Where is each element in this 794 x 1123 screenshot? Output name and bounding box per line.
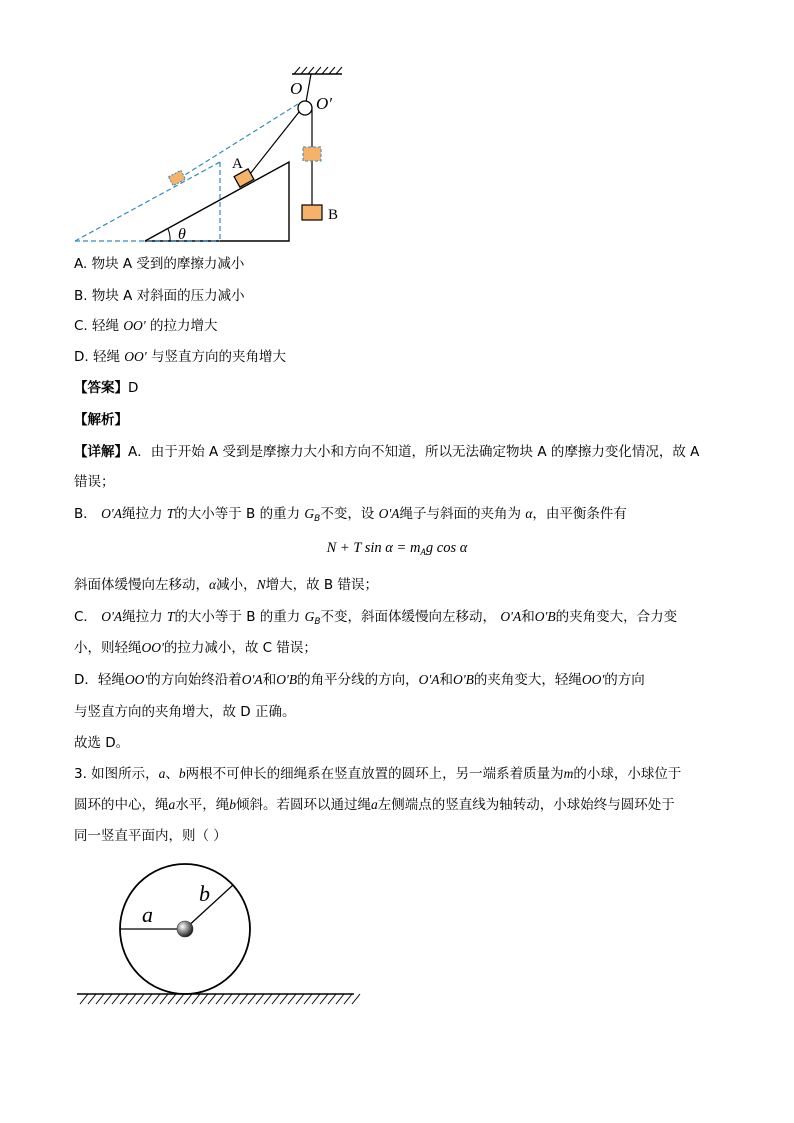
- conclusion: 故选 D。: [74, 735, 130, 751]
- detail-D-line: [74, 670, 645, 690]
- ring-figure: [72, 855, 362, 1010]
- var-a: a: [371, 797, 378, 812]
- var-OA: O'A: [500, 609, 522, 624]
- hatch-mark: [192, 994, 200, 1004]
- dashed-block-A: [168, 170, 185, 185]
- var-OO: OO': [581, 672, 605, 687]
- var-b: b: [229, 797, 236, 812]
- option-D-var: OO': [124, 349, 147, 364]
- detail-C-line: [74, 607, 677, 632]
- var-G-sub: B: [314, 514, 321, 524]
- hatch-mark: [272, 994, 280, 1004]
- detail-C-line-2: [74, 638, 317, 658]
- text: 3. 如图所示，: [74, 766, 159, 782]
- hatch-mark: [216, 994, 224, 1004]
- text: 左侧端点的竖直线为轴转动，小球始终与圆环处于: [377, 797, 675, 813]
- hatch-mark: [256, 994, 264, 1004]
- hatch-mark: [200, 994, 208, 1004]
- hatch-mark: [264, 994, 272, 1004]
- label-O: O: [290, 79, 303, 98]
- var-G: G: [304, 506, 315, 521]
- option-D: [74, 347, 286, 367]
- option-B: B. 物块 A 对斜面的压力减小: [74, 288, 245, 304]
- rope-OO-prime: [306, 74, 311, 102]
- option-C-prefix: C. 轻绳: [74, 318, 120, 334]
- text: 的角平分线的方向，: [297, 672, 419, 688]
- text: 两根不可伸长的细绳系在竖直放置的圆环上，另一端系着质量为: [185, 766, 564, 782]
- equation-main: N + T sin α = m: [326, 540, 421, 556]
- text: 和: [439, 672, 453, 688]
- text: 的夹角变大，合力变: [555, 609, 678, 625]
- text: 圆环的中心，绳: [74, 797, 169, 813]
- question3-line-1: [74, 764, 681, 784]
- var-a: a: [168, 797, 176, 812]
- hatch-mark: [336, 994, 344, 1004]
- var-T: T: [166, 609, 175, 624]
- ceiling-hatch: [294, 67, 342, 74]
- var-a: a: [158, 766, 166, 781]
- hatch-mark: [104, 994, 112, 1004]
- answer-tag: 【答案】: [74, 380, 128, 396]
- question3-line-2: [74, 795, 675, 815]
- text: 不变，斜面体缓慢向左移动，: [320, 609, 497, 625]
- detail-A-text: A．由于开始 A 受到是摩擦力大小和方向不知道，所以无法确定物块 A 的摩擦力变化情况，故 A: [128, 444, 700, 460]
- label-A: A: [232, 156, 243, 172]
- var-OO: OO': [124, 672, 148, 687]
- text: 的大小等于 B 的重力: [174, 609, 301, 625]
- answer-value: D: [128, 380, 139, 396]
- hatch-mark: [304, 994, 312, 1004]
- text: 绳子与斜面的夹角为: [399, 506, 522, 522]
- hatch-mark: [296, 994, 304, 1004]
- rope-to-A: [250, 112, 299, 174]
- hatch-mark: [144, 994, 152, 1004]
- var-OA: O'A: [241, 672, 263, 687]
- equation-tail: g cos α: [425, 540, 468, 556]
- ground-hatch: [80, 994, 360, 1004]
- text: 绳拉力: [122, 609, 163, 625]
- ball: [177, 921, 193, 937]
- var-b: b: [178, 766, 186, 781]
- incline: [145, 162, 289, 241]
- detail-line-1: [74, 442, 699, 462]
- var-N: N: [256, 577, 266, 592]
- hatch-mark: [232, 994, 240, 1004]
- var-OA-2: O'A: [378, 506, 400, 521]
- text: D．轻绳: [74, 672, 125, 688]
- detail-line-2: 错误；: [74, 474, 115, 490]
- text: C．: [74, 609, 97, 625]
- block-B: [302, 205, 322, 220]
- text: 绳拉力: [121, 506, 163, 522]
- text: ，由平衡条件有: [532, 506, 627, 522]
- var-G-sub: B: [314, 617, 321, 627]
- hatch-mark: [136, 994, 144, 1004]
- var-OB: O'B: [276, 672, 298, 687]
- var-G: G: [304, 609, 315, 624]
- detail-B-prefix: B．: [74, 506, 97, 522]
- dashed-hypotenuse: [75, 162, 220, 241]
- hatch-mark: [248, 994, 256, 1004]
- label-a: a: [142, 902, 153, 927]
- hatch-mark: [312, 994, 320, 1004]
- hatch-mark: [176, 994, 184, 1004]
- var-OO: OO': [141, 640, 164, 655]
- text: 和: [521, 609, 535, 625]
- option-C: [74, 316, 218, 336]
- text: 增大，故 B 错误；: [265, 577, 378, 593]
- text: 减小，: [216, 577, 257, 593]
- hatch-mark: [320, 994, 328, 1004]
- option-C-var: OO': [123, 318, 146, 333]
- hatch-mark: [240, 994, 248, 1004]
- analysis-tag: 【解析】: [74, 412, 128, 428]
- var-alpha: α: [525, 506, 533, 521]
- text: 的方向: [604, 672, 645, 688]
- option-D-suffix: 与竖直方向的夹角增大: [150, 349, 286, 365]
- text: 水平，绳: [175, 797, 230, 813]
- question3-line-3: 同一竖直平面内，则（ ）: [74, 828, 227, 844]
- label-O-prime: O′: [316, 94, 332, 113]
- label-b: b: [199, 881, 210, 906]
- var-m: m: [563, 766, 574, 781]
- hatch-mark: [224, 994, 232, 1004]
- hatch-mark: [96, 994, 104, 1004]
- text: 斜面体缓慢向左移动，: [74, 577, 209, 593]
- hatch-mark: [152, 994, 160, 1004]
- var-OA: O'A: [101, 609, 123, 624]
- detail-tag: 【详解】: [74, 444, 128, 460]
- pulley: [298, 101, 312, 115]
- option-D-prefix: D. 轻绳: [74, 349, 120, 365]
- equation-sub: A: [420, 547, 426, 557]
- incline-pulley-figure: [70, 62, 360, 247]
- detail-D-line-2: 与竖直方向的夹角增大，故 D 正确。: [74, 704, 296, 720]
- angle-theta-arc: [168, 229, 170, 241]
- hatch-mark: [80, 994, 88, 1004]
- hatch-mark: [184, 994, 192, 1004]
- text: 的拉力减小，故 C 错误；: [163, 640, 317, 656]
- hatch-mark: [168, 994, 176, 1004]
- hatch-mark: [208, 994, 216, 1004]
- hatch-mark: [352, 994, 360, 1004]
- var-OB: O'B: [452, 672, 474, 687]
- text: 的夹角变大，轻绳: [473, 672, 582, 688]
- var-T: T: [166, 506, 175, 521]
- detail-B-line-2: [74, 575, 378, 595]
- hatch-mark: [280, 994, 288, 1004]
- hatch-mark: [288, 994, 296, 1004]
- text: 、: [165, 766, 179, 782]
- text: 和: [262, 672, 277, 688]
- hatch-mark: [328, 994, 336, 1004]
- var-alpha: α: [209, 577, 217, 592]
- hatch-mark: [128, 994, 136, 1004]
- var-OB: O'B: [534, 609, 556, 624]
- hatch-mark: [160, 994, 168, 1004]
- text: 的大小等于 B 的重力: [174, 506, 301, 522]
- equation: [0, 538, 794, 562]
- hatch-mark: [344, 994, 352, 1004]
- option-A: A. 物块 A 受到的摩擦力减小: [74, 256, 245, 272]
- dashed-block-B: [303, 147, 321, 161]
- text: 的方向始终沿着: [147, 672, 242, 688]
- option-C-suffix: 的拉力增大: [150, 318, 218, 334]
- answer-line: [74, 378, 138, 398]
- var-OA: O'A: [418, 672, 440, 687]
- text: 倾斜。若圆环以通过绳: [236, 797, 371, 813]
- detail-B-line: [74, 504, 627, 529]
- hatch-mark: [112, 994, 120, 1004]
- text: 的小球，小球位于: [573, 766, 682, 782]
- analysis-line: [74, 410, 128, 430]
- text: 不变，设: [320, 506, 375, 522]
- var-OA-1: O'A: [101, 506, 122, 521]
- label-theta: θ: [178, 226, 186, 243]
- text: 小，则轻绳: [74, 640, 142, 656]
- label-B: B: [328, 207, 339, 223]
- hatch-mark: [120, 994, 128, 1004]
- hatch-mark: [88, 994, 96, 1004]
